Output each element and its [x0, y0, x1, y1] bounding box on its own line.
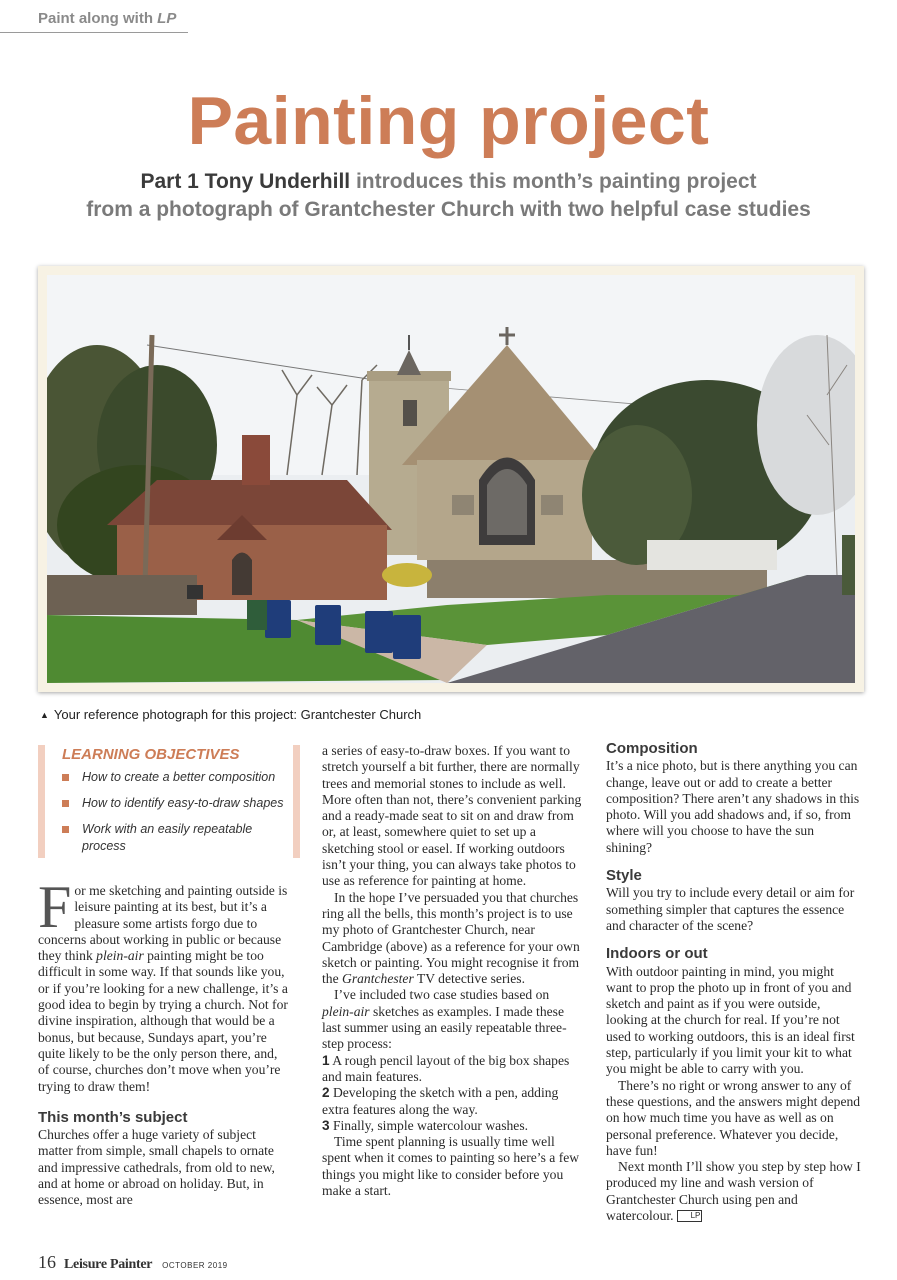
reference-photo	[38, 266, 864, 692]
page-footer	[38, 1252, 228, 1273]
col2-p3-text: I’ve included two case studies based on	[334, 987, 550, 1003]
col2-p2-text: In the hope I’ve persuaded you that churches ring all the bells, this month’s project is to use my photo of Grantchester Church, near Cambridge (above) as a reference for your own sketch or painting. You might recognise it from the	[322, 889, 580, 987]
subhead-composition: Composition	[606, 740, 698, 757]
standfirst-author: Part 1 Tony Underhill	[140, 170, 351, 193]
subhead-indoors-or-out: Indoors or out	[606, 945, 708, 963]
col2-paragraph-1: a series of easy-to-draw boxes. If you want to stretch yourself a bit further, there are normally trees and memorial stones to include as well. More often than not, there’s convenient parking and a ready-made seat to sit on and draw from or, at least, somewhere quiet to set up a sketching stool or easel. If working outdoors isn’t your thing, you can always take photos to use as reference for painting at home.	[322, 743, 582, 889]
column-2	[322, 743, 584, 1199]
composition-paragraph: It’s a nice photo, but is there anything you can change, leave out or add to create a better composition? There aren’t any shadows in this photo. Will you add shadows and, if so, from where will you choose to have the sun shining?	[606, 758, 860, 855]
step-2	[322, 1085, 584, 1118]
square-bullet-icon	[62, 774, 69, 781]
standfirst-line1: introduces this month’s painting project	[350, 170, 757, 193]
next-month-paragraph	[606, 1159, 862, 1224]
intro-text-2: painting might be too difficult in some way. If that sounds like you, or if you’re looking for a new challenge, it’s a good idea to begin by trying a church. Not for divine inspiration, although that would be a bonus, but because, Sundays apart, you’re quite likely to be the only person there, and, of course, churches don’t move when you’re trying to draw them!	[38, 948, 288, 1094]
objectives-bar-left	[38, 745, 45, 858]
magazine-name: Leisure Painter	[64, 1257, 153, 1272]
col2-paragraph-4: Time spent planning is usually time well spent when it comes to painting so here’s a few things you might like to consider before you make a start.	[322, 1134, 580, 1199]
col2-paragraph-3	[322, 987, 584, 1052]
section-tag-brand: LP	[157, 10, 177, 27]
objectives-bar-right	[293, 745, 300, 858]
photo-caption-text: Your reference photograph for this project: Grantchester Church	[53, 707, 422, 722]
answers-paragraph: There’s no right or wrong answer to any of these questions, and the answers might depend on how much time you have as well as on personal preference. Whatever you decide, have fun!	[606, 1077, 861, 1158]
square-bullet-icon	[62, 800, 69, 807]
step-1	[322, 1053, 584, 1086]
issue-date: OCTOBER 2019	[162, 1261, 228, 1270]
indoors-paragraph: With outdoor painting in mind, you might want to prop the photo up in front of you and sketch and paint as if you were outside, looking at the church for real. If you’re not used to working outdoors, this is an ideal first step, particularly if you limit your kit to what you might be able to carry with you.	[606, 963, 855, 1077]
objective-item	[62, 821, 290, 855]
step-text: Developing the sketch with a pen, adding extra features along the way.	[322, 1085, 559, 1117]
end-mark-icon: LP	[677, 1210, 703, 1222]
objective-text: How to create a better composition	[82, 770, 276, 784]
square-bullet-icon	[62, 826, 69, 833]
step-number: 3	[322, 1117, 330, 1133]
objective-text: Work with an easily repeatable process	[82, 822, 253, 853]
intro-text: or me sketching and painting outside is leisure painting at its best, but it’s a pleasure some artists forgo due to concerns about working in public or because they think	[38, 883, 288, 964]
col2-p2-emphasis: Grantchester	[342, 971, 414, 987]
objectives-title: LEARNING OBJECTIVES	[62, 746, 240, 763]
subhead-style: Style	[606, 867, 642, 885]
column-1	[38, 874, 290, 1209]
caption-triangle-icon: ▲	[40, 710, 49, 720]
col2-p3-text-2: sketches as examples. I made these last summer using an easily repeatable three-step process:	[322, 1003, 567, 1052]
section-rule	[0, 32, 188, 33]
step-number: 2	[322, 1085, 330, 1101]
subhead-this-months-subject: This month’s subject	[38, 1108, 188, 1126]
church-photo-illustration	[47, 275, 855, 683]
standfirst-line2: from a photograph of Grantchester Church with two helpful case studies	[86, 198, 811, 221]
step-3	[322, 1118, 584, 1134]
col2-paragraph-2	[322, 890, 584, 988]
objective-text: How to identify easy-to-draw shapes	[82, 796, 284, 810]
objectives-list	[62, 769, 290, 864]
learning-objectives-box	[38, 745, 300, 858]
photo-caption	[40, 707, 421, 722]
objective-item	[62, 795, 290, 812]
page-number: 16	[38, 1252, 56, 1272]
section-tag	[38, 10, 176, 27]
intro-paragraph	[38, 874, 290, 1095]
section-tag-prefix: Paint along with	[38, 10, 158, 27]
col2-p3-emphasis: plein-air	[322, 1003, 370, 1019]
objective-item	[62, 769, 290, 786]
intro-emphasis: plein-air	[96, 948, 144, 964]
dropcap: F	[38, 874, 72, 940]
page-title: Painting project	[187, 83, 710, 159]
step-text: A rough pencil layout of the big box shapes and main features.	[322, 1052, 570, 1084]
step-text: Finally, simple watercolour washes.	[329, 1117, 529, 1133]
step-number: 1	[322, 1052, 330, 1068]
subject-paragraph: Churches offer a huge variety of subject matter from simple, small chapels to ornate and impressive cathedrals, from old to new, and at home or abroad on holiday. But, in essence, most are	[38, 1127, 275, 1208]
col2-p2-text-2: TV detective series.	[413, 971, 525, 987]
next-month-text: Next month I’ll show you step by step how I produced my line and wash version of Grantchester Church using pen and watercolour.	[606, 1159, 861, 1224]
style-paragraph: Will you try to include every detail or aim for something simpler that captures the essence and character of the scene?	[606, 885, 855, 933]
column-3	[606, 741, 862, 1224]
standfirst	[60, 168, 837, 224]
